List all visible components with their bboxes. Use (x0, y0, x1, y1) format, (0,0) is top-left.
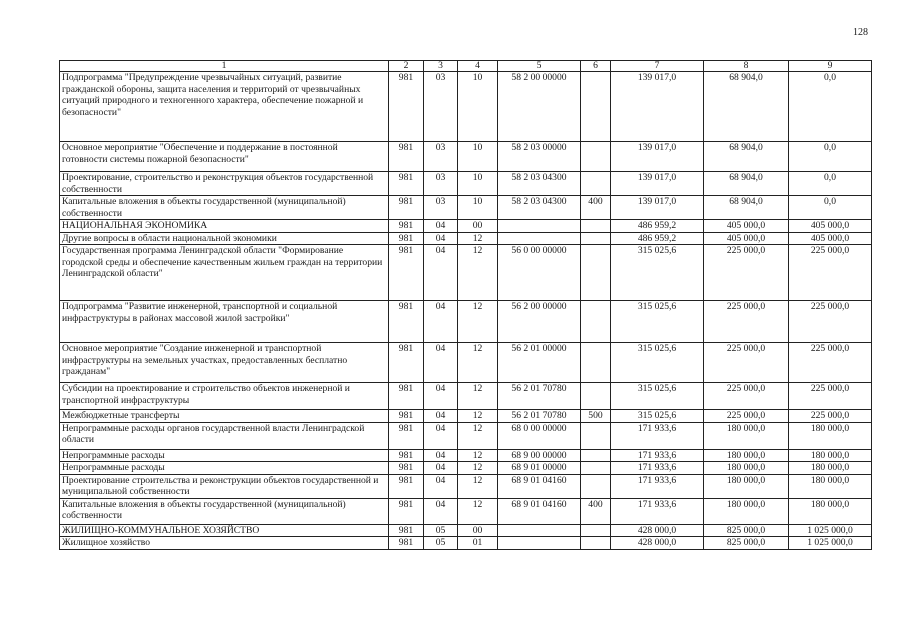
section-cell: 04 (424, 449, 458, 462)
row-name-cell: Непрограммные расходы (60, 462, 389, 475)
target-article-cell: 56 0 00 00000 (498, 245, 581, 301)
header-cell: 8 (704, 61, 789, 72)
target-article-cell: 68 0 00 00000 (498, 422, 581, 449)
amount-year1-cell: 486 959,2 (611, 220, 704, 233)
admin-code-cell: 981 (389, 474, 424, 498)
amount-year1-cell: 315 025,6 (611, 245, 704, 301)
amount-year1-cell: 139 017,0 (611, 142, 704, 172)
target-article-cell: 68 9 01 00000 (498, 462, 581, 475)
amount-year2-cell: 180 000,0 (704, 449, 789, 462)
row-name-cell: Другие вопросы в области национальной экономики (60, 232, 389, 245)
amount-year3-cell: 225 000,0 (789, 245, 872, 301)
amount-year3-cell: 405 000,0 (789, 232, 872, 245)
table-row (60, 383, 872, 410)
subsection-cell: 00 (458, 220, 498, 233)
header-cell: 3 (424, 61, 458, 72)
section-cell: 04 (424, 474, 458, 498)
table-row (60, 462, 872, 475)
amount-year2-cell: 405 000,0 (704, 220, 789, 233)
row-name-cell: Подпрограмма "Развитие инженерной, транспортной и социальной инфраструктуры в районах массовой жилой застройки" (60, 301, 389, 343)
amount-year3-cell: 180 000,0 (789, 449, 872, 462)
admin-code-cell: 981 (389, 343, 424, 383)
row-name-cell: Проектирование строительства и реконструкции объектов государственной и муниципальной собственности (60, 474, 389, 498)
amount-year1-cell: 315 025,6 (611, 383, 704, 410)
section-cell: 04 (424, 383, 458, 410)
amount-year1-cell: 139 017,0 (611, 172, 704, 196)
target-article-cell: 56 2 00 00000 (498, 301, 581, 343)
amount-year1-cell: 171 933,6 (611, 449, 704, 462)
admin-code-cell: 981 (389, 245, 424, 301)
row-name-cell: Непрограммные расходы органов государственной власти Ленинградской области (60, 422, 389, 449)
target-article-cell: 68 9 00 00000 (498, 449, 581, 462)
section-cell: 03 (424, 196, 458, 220)
expense-type-cell (581, 383, 611, 410)
amount-year3-cell: 225 000,0 (789, 343, 872, 383)
amount-year3-cell: 1 025 000,0 (789, 537, 872, 550)
row-name-cell: Межбюджетные трансферты (60, 410, 389, 423)
amount-year1-cell: 428 000,0 (611, 524, 704, 537)
row-name-cell: Капитальные вложения в объекты государственной (муниципальной) собственности (60, 196, 389, 220)
admin-code-cell: 981 (389, 462, 424, 475)
target-article-cell: 68 9 01 04160 (498, 474, 581, 498)
header-cell: 6 (581, 61, 611, 72)
page-number: 128 (853, 27, 868, 38)
row-name-cell: Основное мероприятие "Обеспечение и поддержание в постоянной готовности системы пожарной безопасности" (60, 142, 389, 172)
amount-year2-cell: 180 000,0 (704, 474, 789, 498)
section-cell: 04 (424, 422, 458, 449)
header-cell: 2 (389, 61, 424, 72)
header-row (60, 61, 872, 72)
amount-year2-cell: 225 000,0 (704, 343, 789, 383)
section-cell: 05 (424, 524, 458, 537)
admin-code-cell: 981 (389, 232, 424, 245)
amount-year2-cell: 180 000,0 (704, 498, 789, 524)
amount-year3-cell: 0,0 (789, 172, 872, 196)
table-row (60, 343, 872, 383)
table-row (60, 524, 872, 537)
subsection-cell: 10 (458, 196, 498, 220)
table-row (60, 537, 872, 550)
amount-year1-cell: 171 933,6 (611, 422, 704, 449)
section-cell: 04 (424, 410, 458, 423)
amount-year2-cell: 180 000,0 (704, 422, 789, 449)
subsection-cell: 12 (458, 343, 498, 383)
amount-year3-cell: 180 000,0 (789, 474, 872, 498)
amount-year2-cell: 825 000,0 (704, 524, 789, 537)
expense-type-cell: 400 (581, 498, 611, 524)
section-cell: 03 (424, 172, 458, 196)
table-row (60, 474, 872, 498)
table-row (60, 301, 872, 343)
row-name-cell: НАЦИОНАЛЬНАЯ ЭКОНОМИКА (60, 220, 389, 233)
amount-year1-cell: 486 959,2 (611, 232, 704, 245)
section-cell: 04 (424, 220, 458, 233)
header-cell: 9 (789, 61, 872, 72)
expense-type-cell (581, 72, 611, 142)
amount-year3-cell: 180 000,0 (789, 498, 872, 524)
subsection-cell: 12 (458, 301, 498, 343)
section-cell: 04 (424, 245, 458, 301)
amount-year2-cell: 225 000,0 (704, 383, 789, 410)
expense-type-cell (581, 343, 611, 383)
expense-type-cell: 500 (581, 410, 611, 423)
target-article-cell (498, 220, 581, 233)
admin-code-cell: 981 (389, 383, 424, 410)
subsection-cell: 10 (458, 142, 498, 172)
section-cell: 03 (424, 72, 458, 142)
section-cell: 04 (424, 462, 458, 475)
amount-year1-cell: 315 025,6 (611, 301, 704, 343)
section-cell: 04 (424, 343, 458, 383)
target-article-cell (498, 537, 581, 550)
amount-year3-cell: 180 000,0 (789, 422, 872, 449)
subsection-cell: 12 (458, 410, 498, 423)
expense-type-cell (581, 449, 611, 462)
expense-type-cell (581, 142, 611, 172)
target-article-cell: 58 2 03 00000 (498, 142, 581, 172)
amount-year2-cell: 180 000,0 (704, 462, 789, 475)
table-row (60, 232, 872, 245)
section-cell: 04 (424, 232, 458, 245)
amount-year1-cell: 315 025,6 (611, 410, 704, 423)
header-cell: 1 (60, 61, 389, 72)
header-cell: 5 (498, 61, 581, 72)
table-row (60, 172, 872, 196)
table-row (60, 410, 872, 423)
section-cell: 04 (424, 301, 458, 343)
amount-year2-cell: 225 000,0 (704, 245, 789, 301)
amount-year2-cell: 825 000,0 (704, 537, 789, 550)
expense-type-cell (581, 524, 611, 537)
section-cell: 05 (424, 537, 458, 550)
amount-year1-cell: 139 017,0 (611, 72, 704, 142)
target-article-cell: 56 2 01 70780 (498, 383, 581, 410)
target-article-cell: 58 2 03 04300 (498, 172, 581, 196)
row-name-cell: Жилищное хозяйство (60, 537, 389, 550)
subsection-cell: 12 (458, 383, 498, 410)
row-name-cell: Капитальные вложения в объекты государственной (муниципальной) собственности (60, 498, 389, 524)
subsection-cell: 10 (458, 72, 498, 142)
subsection-cell: 12 (458, 422, 498, 449)
section-cell: 04 (424, 498, 458, 524)
amount-year3-cell: 225 000,0 (789, 410, 872, 423)
subsection-cell: 00 (458, 524, 498, 537)
expense-type-cell (581, 220, 611, 233)
amount-year2-cell: 68 904,0 (704, 142, 789, 172)
amount-year1-cell: 171 933,6 (611, 462, 704, 475)
row-name-cell: Основное мероприятие "Создание инженерной и транспортной инфраструктуры на земельных участках, предоставленных бесплатно гражданам" (60, 343, 389, 383)
amount-year1-cell: 315 025,6 (611, 343, 704, 383)
amount-year2-cell: 68 904,0 (704, 172, 789, 196)
amount-year1-cell: 428 000,0 (611, 537, 704, 550)
target-article-cell (498, 232, 581, 245)
amount-year3-cell: 0,0 (789, 196, 872, 220)
expense-type-cell (581, 245, 611, 301)
admin-code-cell: 981 (389, 220, 424, 233)
target-article-cell (498, 524, 581, 537)
amount-year2-cell: 68 904,0 (704, 196, 789, 220)
admin-code-cell: 981 (389, 449, 424, 462)
admin-code-cell: 981 (389, 196, 424, 220)
expense-type-cell (581, 301, 611, 343)
admin-code-cell: 981 (389, 142, 424, 172)
amount-year3-cell: 0,0 (789, 142, 872, 172)
amount-year2-cell: 68 904,0 (704, 72, 789, 142)
amount-year3-cell: 225 000,0 (789, 383, 872, 410)
expense-type-cell (581, 462, 611, 475)
admin-code-cell: 981 (389, 72, 424, 142)
table-row (60, 220, 872, 233)
admin-code-cell: 981 (389, 498, 424, 524)
admin-code-cell: 981 (389, 172, 424, 196)
row-name-cell: Субсидии на проектирование и строительство объектов инженерной и транспортной инфраструктуры (60, 383, 389, 410)
expense-type-cell (581, 422, 611, 449)
expense-type-cell (581, 172, 611, 196)
section-cell: 03 (424, 142, 458, 172)
row-name-cell: Государственная программа Ленинградской области "Формирование городской среды и обеспечение качественным жильем граждан на территории Ленинградской области" (60, 245, 389, 301)
budget-table (59, 60, 872, 550)
amount-year2-cell: 225 000,0 (704, 301, 789, 343)
amount-year3-cell: 0,0 (789, 72, 872, 142)
subsection-cell: 12 (458, 245, 498, 301)
table-row (60, 422, 872, 449)
expense-type-cell: 400 (581, 196, 611, 220)
target-article-cell: 58 2 03 04300 (498, 196, 581, 220)
amount-year3-cell: 405 000,0 (789, 220, 872, 233)
subsection-cell: 12 (458, 449, 498, 462)
row-name-cell: Непрограммные расходы (60, 449, 389, 462)
admin-code-cell: 981 (389, 422, 424, 449)
table-row (60, 245, 872, 301)
amount-year3-cell: 180 000,0 (789, 462, 872, 475)
expense-type-cell (581, 232, 611, 245)
expense-type-cell (581, 537, 611, 550)
amount-year1-cell: 139 017,0 (611, 196, 704, 220)
subsection-cell: 10 (458, 172, 498, 196)
table-row (60, 449, 872, 462)
subsection-cell: 12 (458, 498, 498, 524)
admin-code-cell: 981 (389, 410, 424, 423)
row-name-cell: Подпрограмма "Предупреждение чрезвычайных ситуаций, развитие гражданской обороны, защита населения и территорий от чрезвычайных ситуаций природного и техногенного характера, обеспечение пожарной и безопасности" (60, 72, 389, 142)
target-article-cell: 56 2 01 70780 (498, 410, 581, 423)
subsection-cell: 12 (458, 474, 498, 498)
admin-code-cell: 981 (389, 301, 424, 343)
table-row (60, 142, 872, 172)
expense-type-cell (581, 474, 611, 498)
amount-year1-cell: 171 933,6 (611, 474, 704, 498)
header-cell: 7 (611, 61, 704, 72)
target-article-cell: 56 2 01 00000 (498, 343, 581, 383)
amount-year2-cell: 225 000,0 (704, 410, 789, 423)
admin-code-cell: 981 (389, 537, 424, 550)
target-article-cell: 58 2 00 00000 (498, 72, 581, 142)
amount-year1-cell: 171 933,6 (611, 498, 704, 524)
row-name-cell: ЖИЛИЩНО-КОММУНАЛЬНОЕ ХОЗЯЙСТВО (60, 524, 389, 537)
amount-year2-cell: 405 000,0 (704, 232, 789, 245)
subsection-cell: 12 (458, 462, 498, 475)
subsection-cell: 01 (458, 537, 498, 550)
table-row (60, 196, 872, 220)
table-row (60, 498, 872, 524)
amount-year3-cell: 1 025 000,0 (789, 524, 872, 537)
admin-code-cell: 981 (389, 524, 424, 537)
header-cell: 4 (458, 61, 498, 72)
table-row (60, 72, 872, 142)
subsection-cell: 12 (458, 232, 498, 245)
amount-year3-cell: 225 000,0 (789, 301, 872, 343)
row-name-cell: Проектирование, строительство и реконструкция объектов государственной собственности (60, 172, 389, 196)
target-article-cell: 68 9 01 04160 (498, 498, 581, 524)
